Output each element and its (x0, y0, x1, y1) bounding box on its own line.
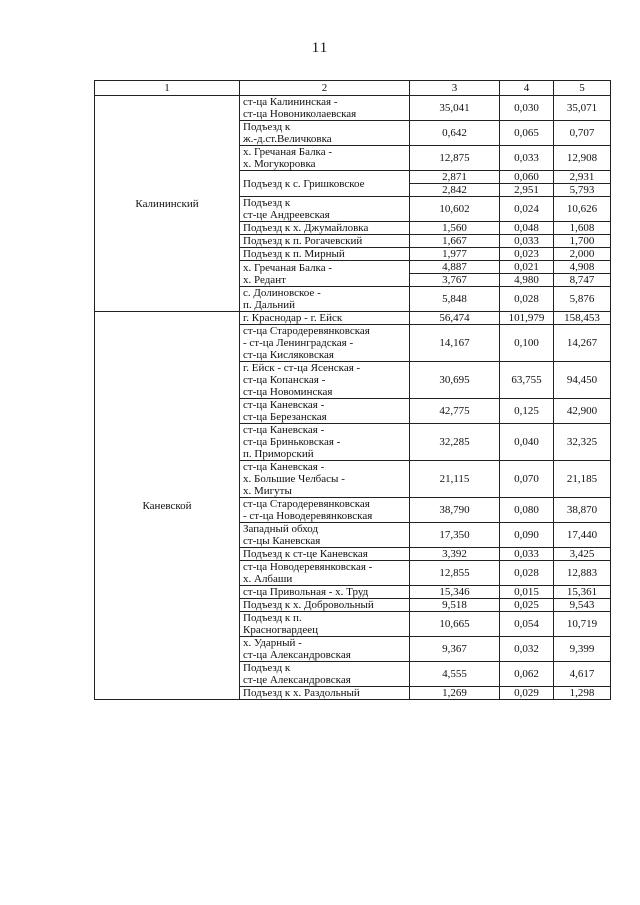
road-name (240, 612, 410, 637)
value-col-3: 10,665 (410, 612, 500, 637)
page-number: 11 (311, 40, 329, 56)
road-name-line: х. Гречаная Балка - (243, 261, 333, 274)
value-col-5: 0,707 (554, 121, 611, 146)
road-name (240, 424, 410, 461)
road-name-line: ст-цы Каневская (243, 535, 321, 547)
value-col-4: 0,028 (500, 287, 554, 312)
value-col-5: 94,450 (554, 362, 611, 399)
road-name (240, 399, 410, 424)
value-col-4: 101,979 (500, 312, 554, 325)
road-name-line: г. Ейск - ст-ца Ясенская - (243, 362, 361, 374)
road-name-line: ст-ца Каневская - (243, 399, 325, 411)
road-name-line: Подъезд к (243, 197, 291, 209)
value-col-3: 35,041 (410, 96, 500, 121)
road-name-line: х. Мигуты (243, 485, 292, 497)
table-body (95, 96, 611, 700)
road-name-line: х. Гречаная Балка - (243, 146, 333, 158)
value-col-5: 5,876 (554, 287, 611, 312)
road-name-line: - ст-ца Ленинградская - (243, 337, 354, 349)
district-name: Каневской (95, 312, 240, 700)
road-name (240, 498, 410, 523)
road-name-line: - ст-ца Новодеревянковская (243, 510, 373, 522)
road-name (240, 146, 410, 171)
road-name (240, 599, 410, 612)
value-col-3: 0,642 (410, 121, 500, 146)
road-name (240, 312, 410, 325)
header-col-2: 2 (240, 81, 410, 96)
value-col-3: 14,167 (410, 325, 500, 362)
road-name (240, 687, 410, 700)
value-col-4: 0,033 (500, 235, 554, 248)
value-col-4: 0,030 (500, 96, 554, 121)
value-col-3: 2,842 (410, 184, 500, 197)
road-name-line: Подъезд к х. Раздольный (243, 687, 360, 699)
value-col-5: 12,883 (554, 561, 611, 586)
road-name-line: ст-ца Стародеревянковская (243, 498, 370, 510)
road-name (240, 248, 410, 261)
value-col-5: 1,608 (554, 222, 611, 235)
value-col-4: 0,125 (500, 399, 554, 424)
table-row (95, 96, 611, 121)
value-col-5: 4,617 (554, 662, 611, 687)
value-col-5: 9,543 (554, 599, 611, 612)
value-col-4: 2,951 (500, 184, 554, 197)
value-col-5: 35,071 (554, 96, 611, 121)
road-name-line: ст-ца Новониколаевская (243, 108, 357, 120)
road-name-line: Западный обход (243, 523, 319, 535)
value-col-3: 32,285 (410, 424, 500, 461)
road-name-line: ст-ца Каневская - (243, 424, 325, 436)
value-col-3: 12,875 (410, 146, 500, 171)
value-col-3: 21,115 (410, 461, 500, 498)
value-col-4: 0,080 (500, 498, 554, 523)
value-col-4: 0,048 (500, 222, 554, 235)
road-name-line: п. Приморский (243, 448, 314, 460)
road-name-line: Подъезд к (243, 662, 291, 674)
district-name: Калининский (95, 96, 240, 312)
road-name-line: Красногвардеец (243, 624, 319, 636)
value-col-3: 12,855 (410, 561, 500, 586)
value-col-3: 56,474 (410, 312, 500, 325)
road-name-line: ст-ца Новоминская (243, 386, 333, 398)
road-name-line: Подъезд к п. Мирный (243, 248, 345, 260)
road-name-line: ст-ца Новодеревянковская - (243, 561, 373, 573)
road-name (240, 523, 410, 548)
value-col-4: 0,021 (500, 261, 554, 274)
road-name-line: ст-ца Кисляковская (243, 349, 334, 361)
road-name-line: Подъезд к с. Гришковское (243, 177, 365, 190)
road-name (240, 121, 410, 146)
value-col-4: 63,755 (500, 362, 554, 399)
value-col-3: 15,346 (410, 586, 500, 599)
road-name (240, 461, 410, 498)
road-name-line: ст-це Александровская (243, 674, 351, 686)
value-col-5: 42,900 (554, 399, 611, 424)
value-col-5: 8,747 (554, 274, 611, 287)
road-name (240, 362, 410, 399)
value-col-5: 1,298 (554, 687, 611, 700)
road-name-line: ст-ца Каневская - (243, 461, 325, 473)
value-col-5: 3,425 (554, 548, 611, 561)
value-col-5: 21,185 (554, 461, 611, 498)
road-name-line: х. Ударный - (243, 637, 302, 649)
road-name (240, 561, 410, 586)
table-row (95, 312, 611, 325)
road-name (240, 325, 410, 362)
road-name-line: ст-ца Копанская - (243, 374, 326, 386)
road-name (240, 261, 410, 287)
road-name (240, 171, 410, 197)
value-col-3: 4,555 (410, 662, 500, 687)
value-col-4: 0,015 (500, 586, 554, 599)
value-col-3: 9,518 (410, 599, 500, 612)
road-name (240, 548, 410, 561)
road-name (240, 662, 410, 687)
value-col-5: 5,793 (554, 184, 611, 197)
value-col-4: 0,070 (500, 461, 554, 498)
value-col-3: 10,602 (410, 197, 500, 222)
value-col-3: 42,775 (410, 399, 500, 424)
value-col-4: 0,024 (500, 197, 554, 222)
header-row (95, 81, 611, 96)
value-col-4: 0,054 (500, 612, 554, 637)
value-col-3: 1,977 (410, 248, 500, 261)
value-col-5: 14,267 (554, 325, 611, 362)
value-col-4: 0,100 (500, 325, 554, 362)
road-name (240, 197, 410, 222)
road-name-line: ст-ца Бриньковская - (243, 436, 341, 448)
value-col-5: 10,719 (554, 612, 611, 637)
header-col-1: 1 (95, 81, 240, 96)
header-col-5: 5 (554, 81, 611, 96)
value-col-3: 5,848 (410, 287, 500, 312)
value-col-5: 38,870 (554, 498, 611, 523)
road-name-line: х. Большие Челбасы - (243, 473, 345, 485)
value-col-5: 15,361 (554, 586, 611, 599)
value-col-5: 9,399 (554, 637, 611, 662)
value-col-4: 0,033 (500, 146, 554, 171)
value-col-4: 0,040 (500, 424, 554, 461)
road-name (240, 586, 410, 599)
value-col-3: 2,871 (410, 171, 500, 184)
road-name-line: п. Дальний (243, 299, 296, 311)
road-name-line: ст-ца Калининская - (243, 96, 338, 108)
road-name (240, 235, 410, 248)
road-name-line: Подъезд к х. Джумайловка (243, 222, 369, 234)
road-name-line: Подъезд к (243, 121, 291, 133)
value-col-4: 4,980 (500, 274, 554, 287)
value-col-5: 10,626 (554, 197, 611, 222)
road-name-line: ж.-д.ст.Величковка (243, 133, 332, 145)
road-name-line: Подъезд к х. Добровольный (243, 599, 374, 611)
value-col-4: 0,090 (500, 523, 554, 548)
value-col-4: 0,029 (500, 687, 554, 700)
value-col-4: 0,028 (500, 561, 554, 586)
value-col-5: 4,908 (554, 261, 611, 274)
header-col-4: 4 (500, 81, 554, 96)
road-name-line: ст-ца Стародеревянковская (243, 325, 370, 337)
header-col-3: 3 (410, 81, 500, 96)
value-col-5: 12,908 (554, 146, 611, 171)
value-col-4: 0,033 (500, 548, 554, 561)
value-col-3: 17,350 (410, 523, 500, 548)
value-col-3: 30,695 (410, 362, 500, 399)
road-name-line: г. Краснодар - г. Ейск (243, 312, 343, 324)
value-col-3: 4,887 (410, 261, 500, 274)
road-name-line: ст-ца Александровская (243, 649, 351, 661)
road-name (240, 96, 410, 121)
road-name-line: х. Могукоровка (243, 158, 316, 170)
road-name (240, 287, 410, 312)
value-col-3: 38,790 (410, 498, 500, 523)
value-col-4: 0,023 (500, 248, 554, 261)
road-name-line: Подъезд к п. (243, 612, 302, 624)
value-col-4: 0,060 (500, 171, 554, 184)
value-col-5: 158,453 (554, 312, 611, 325)
value-col-3: 1,560 (410, 222, 500, 235)
value-col-4: 0,062 (500, 662, 554, 687)
road-name-line: ст-це Андреевская (243, 209, 330, 221)
road-name-line: х. Редант (243, 273, 286, 286)
road-name-line: с. Долиновское - (243, 287, 321, 299)
value-col-4: 0,065 (500, 121, 554, 146)
value-col-5: 17,440 (554, 523, 611, 548)
value-col-3: 1,269 (410, 687, 500, 700)
roads-table (94, 80, 611, 700)
value-col-5: 32,325 (554, 424, 611, 461)
value-col-5: 2,931 (554, 171, 611, 184)
value-col-3: 1,667 (410, 235, 500, 248)
value-col-4: 0,025 (500, 599, 554, 612)
road-name-line: Подъезд к ст-це Каневская (243, 548, 368, 560)
value-col-3: 3,392 (410, 548, 500, 561)
value-col-3: 3,767 (410, 274, 500, 287)
road-name (240, 637, 410, 662)
road-name-line: х. Албаши (243, 573, 293, 585)
value-col-5: 2,000 (554, 248, 611, 261)
value-col-4: 0,032 (500, 637, 554, 662)
road-name-line: ст-ца Привольная - х. Труд (243, 586, 369, 598)
road-name-line: Подъезд к п. Рогачевский (243, 235, 363, 247)
value-col-5: 1,700 (554, 235, 611, 248)
road-name (240, 222, 410, 235)
value-col-3: 9,367 (410, 637, 500, 662)
road-name-line: ст-ца Березанская (243, 411, 327, 423)
